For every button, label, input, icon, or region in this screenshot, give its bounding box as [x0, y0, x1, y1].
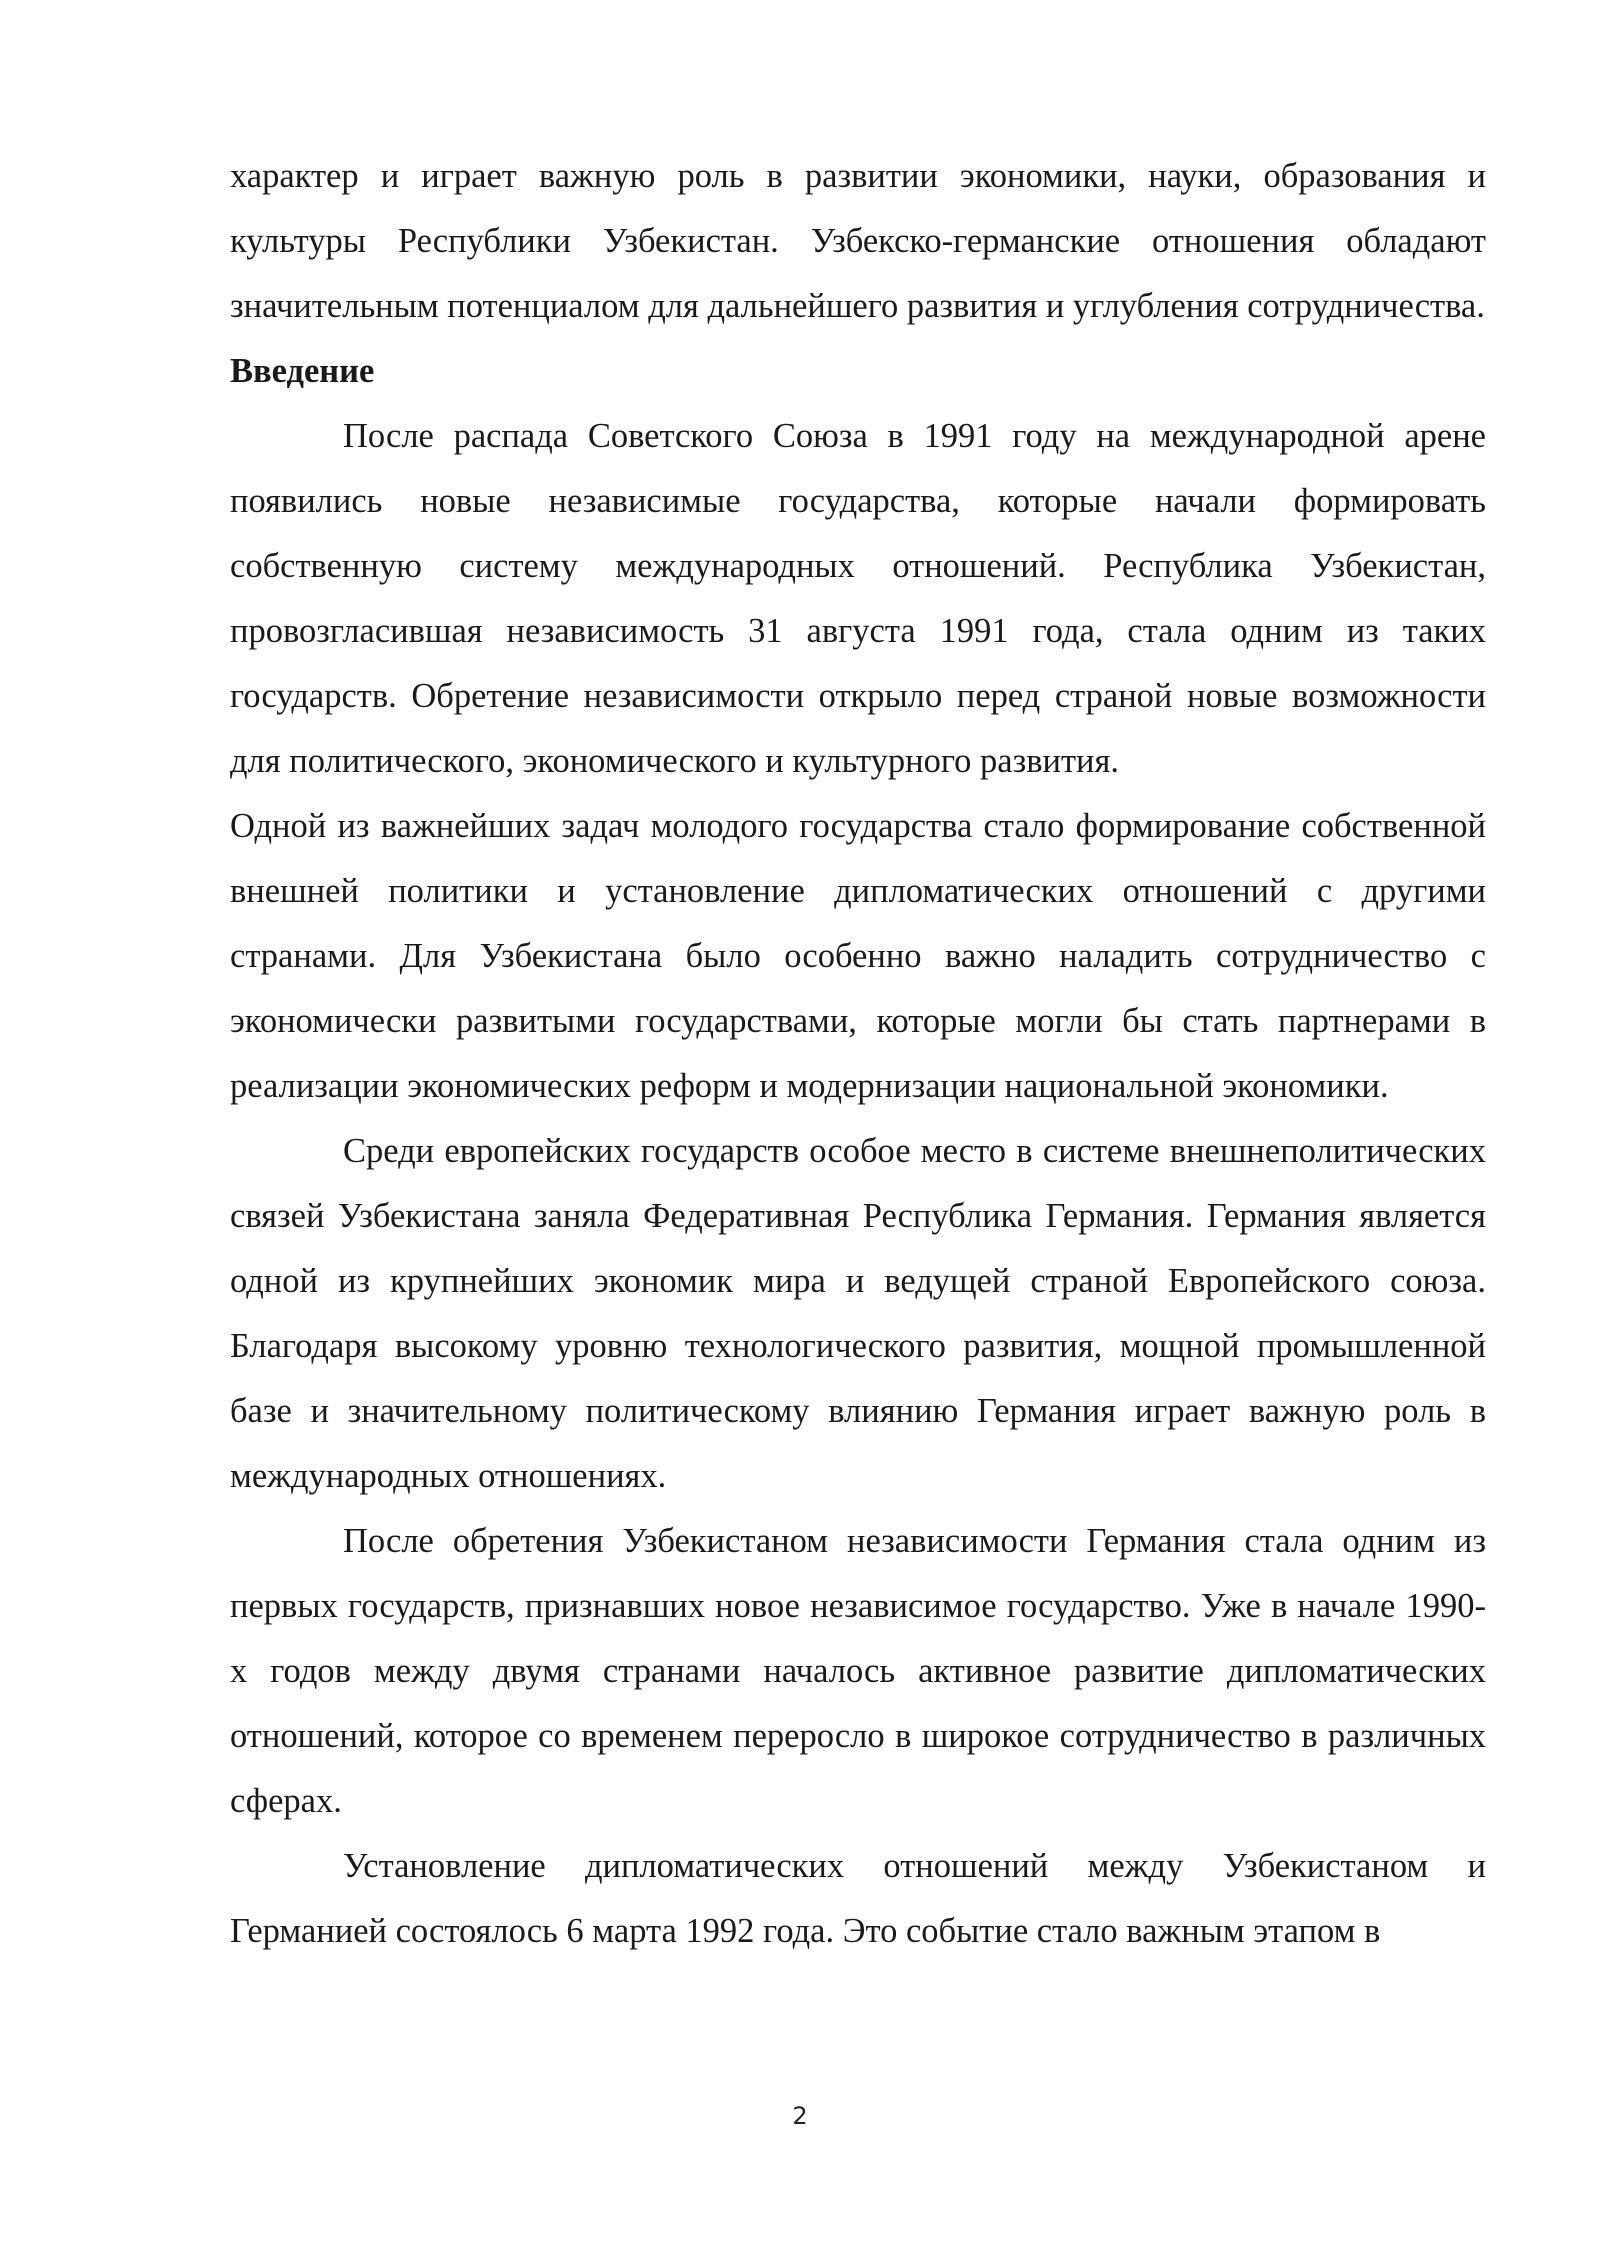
paragraph: Одной из важнейших задач молодого государства стало формирование собственной внешней политики и установление дипломатических отношений с другими странами. Для Узбекистана было особенно важно наладить сотрудничество с экономически развитыми государствами, которые могли бы стать партнерами в реализации экономических реформ и модернизации национальной экономики. [230, 807, 1486, 1105]
section-heading: Введение [230, 352, 375, 390]
paragraph: После обретения Узбекистаном независимости Германия стала одним из первых государств, признавших новое независимое государство. Уже в начале 1990-х годов между двумя странами началось активное развитие дипломатических отношений, которое со временем переросло в широкое сотрудничество в различных сферах. [230, 1522, 1486, 1820]
document-body [230, 144, 1486, 1964]
paragraph: После распада Советского Союза в 1991 году на международной арене появились новые независимые государства, которые начали формировать собственную систему международных отношений. Республика Узбекистан, провозгласившая независимость 31 августа 1991 года, стала одним из таких государств. Обретение независимости открыло перед страной новые возможности для политического, экономического и культурного развития. [230, 417, 1486, 780]
paragraph: Среди европейских государств особое место в системе внешнеполитических связей Узбекистана заняла Федеративная Республика Германия. Германия является одной из крупнейших экономик мира и ведущей страной Европейского союза. Благодаря высокому уровню технологического развития, мощной промышленной базе и значительному политическому влиянию Германия играет важную роль в международных отношениях. [230, 1132, 1486, 1495]
paragraph: Установление дипломатических отношений между Узбекистаном и Германией состоялось 6 марта 1992 года. Это событие стало важным этапом в [230, 1847, 1486, 1950]
paragraph-continuation: характер и играет важную роль в развитии экономики, науки, образования и культуры Республики Узбекистан. Узбекско-германские отношения обладают значительным потенциалом для дальнейшего развития и углубления сотрудничества. [230, 157, 1486, 325]
page-number: 2 [792, 2102, 808, 2130]
